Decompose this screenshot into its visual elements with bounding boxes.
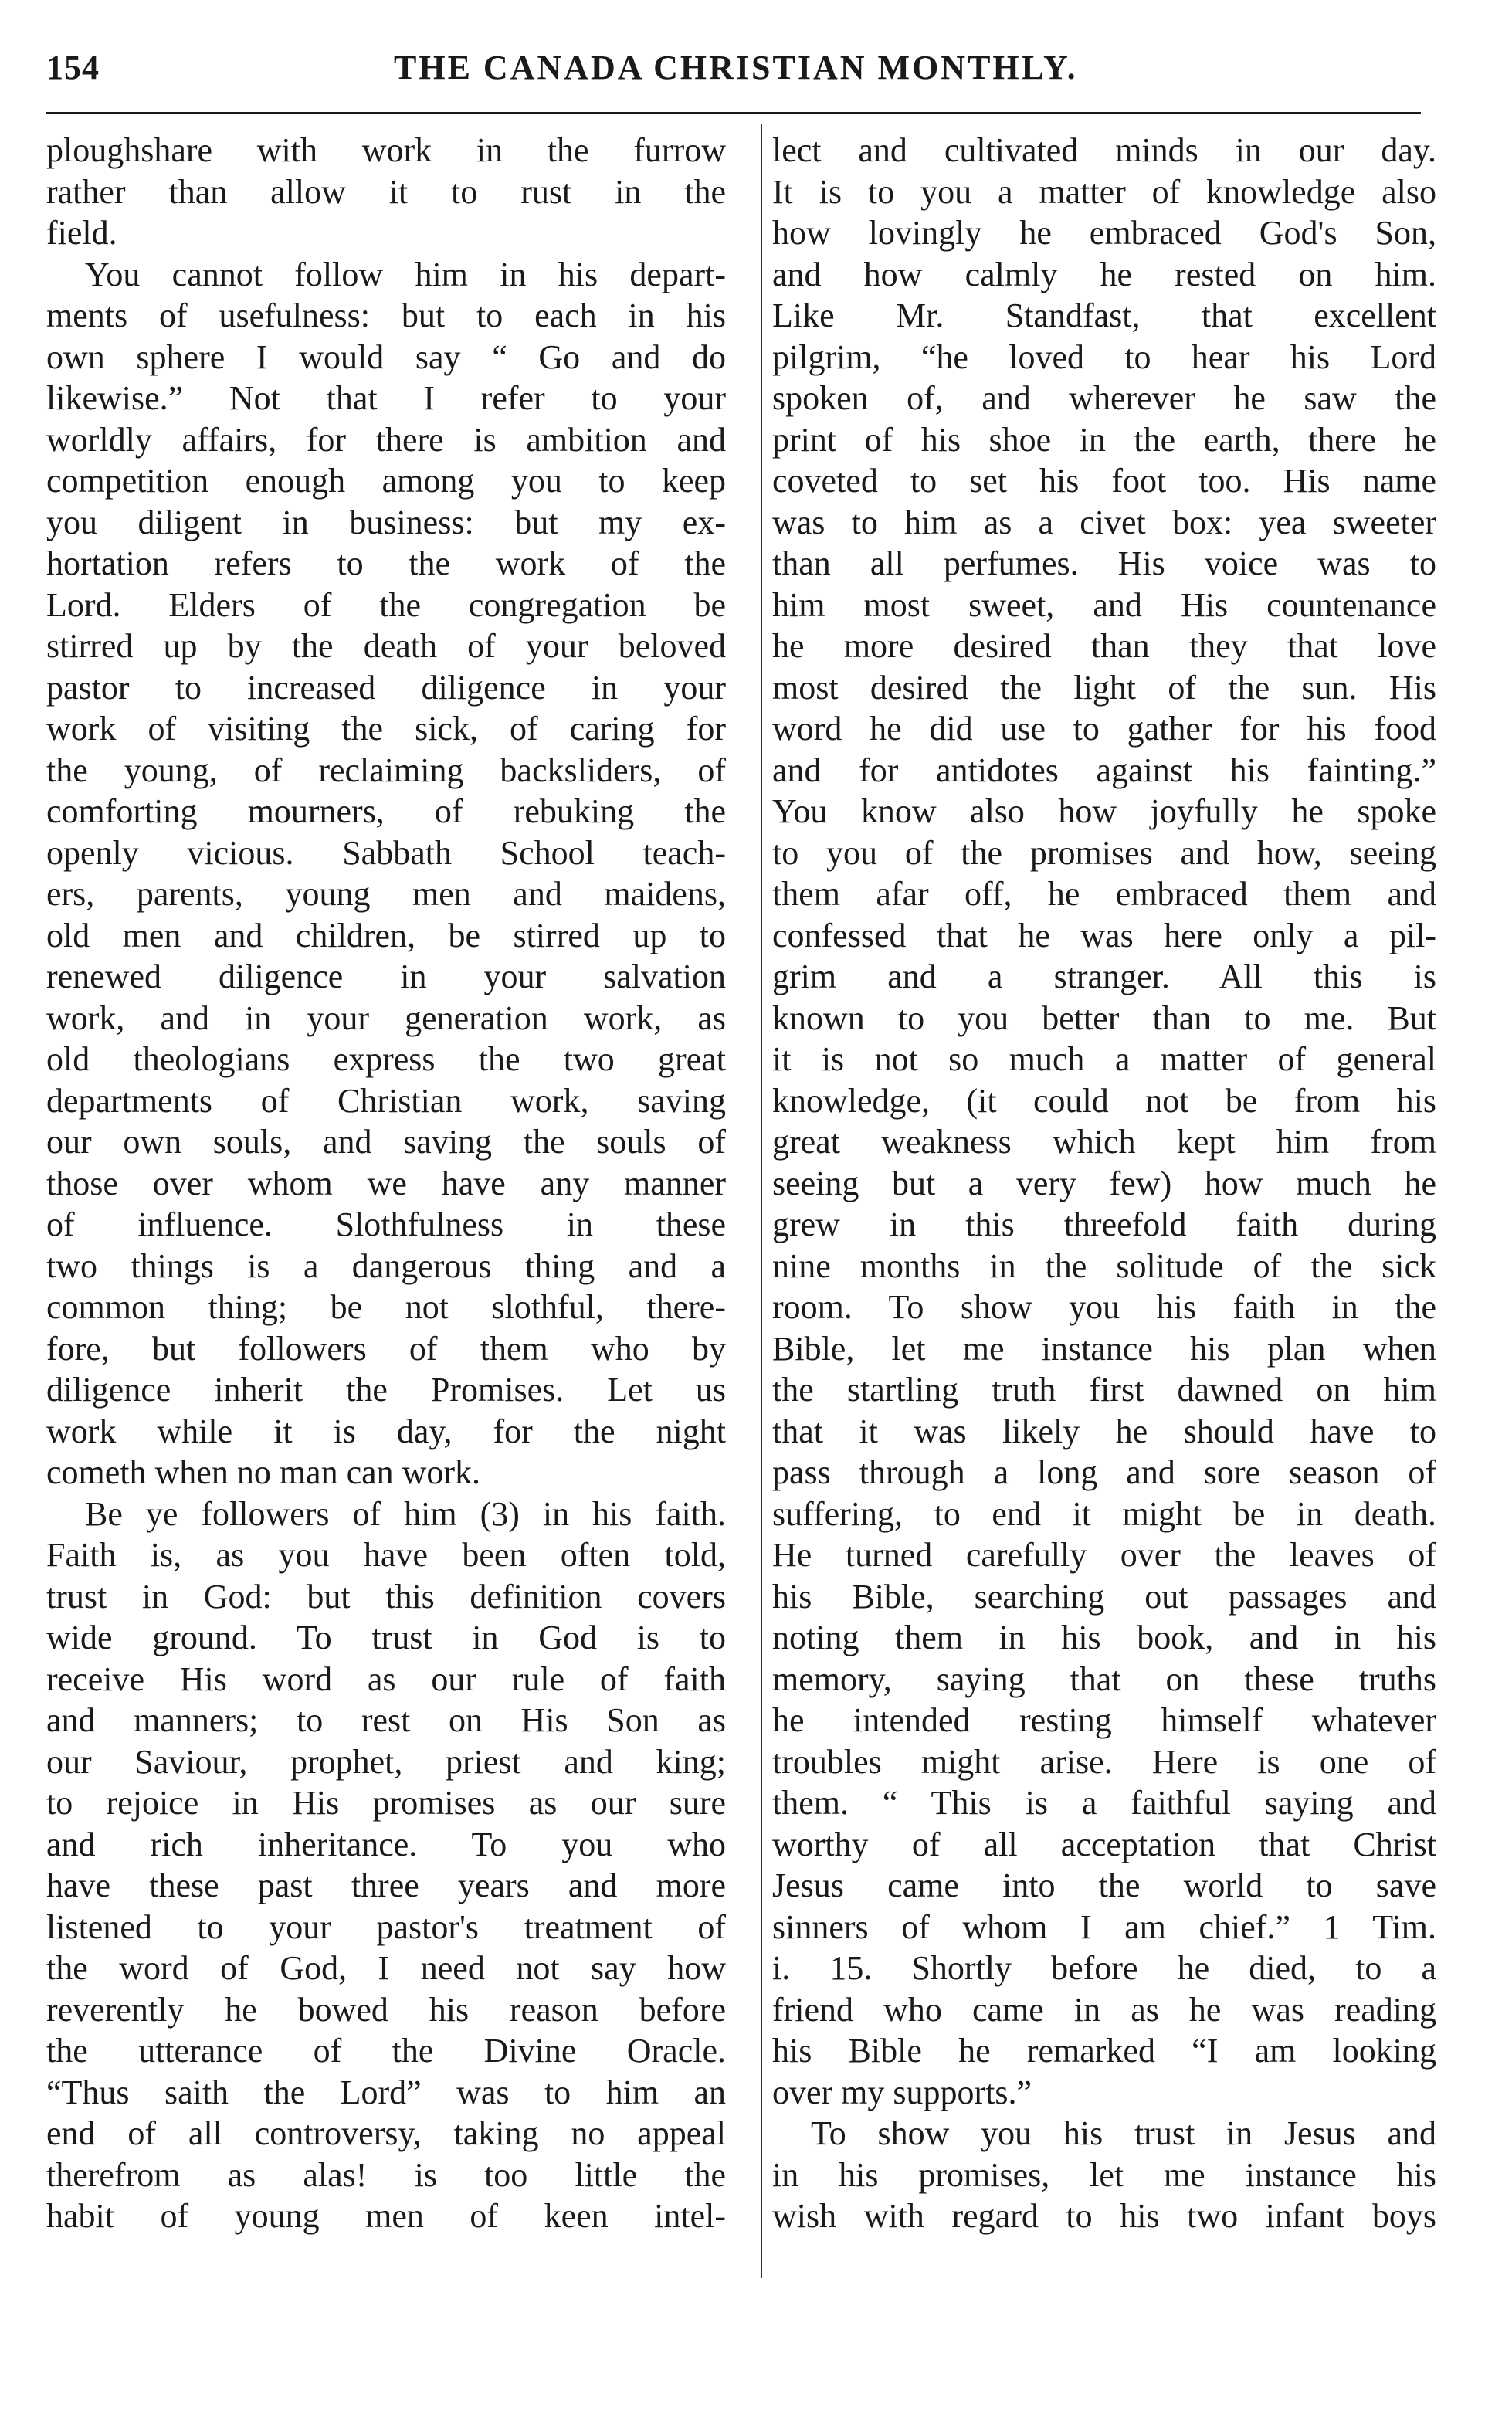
right-column-line: his Bible, searching out passages and [772,1577,1436,1616]
right-column-line: grew in this threefold faith during [772,1205,1436,1243]
right-column-line: most desired the light of the sun. His [772,668,1436,707]
right-column-line: and how calmly he rested on him. [772,255,1436,293]
right-column-line: Jesus came into the world to save [772,1866,1436,1904]
right-column-line: it is not so much a matter of general [772,1040,1436,1078]
right-column-line: worthy of all acceptation that Christ [772,1825,1436,1863]
left-column-line: pastor to increased diligence in your [46,668,726,707]
left-column [46,130,726,2237]
right-column-line: seeing but a very few) how much he [772,1164,1436,1202]
right-column-line: suffering, to end it might be in death. [772,1494,1436,1533]
left-column-line: hortation refers to the work of the [46,544,726,582]
left-column-line: work while it is day, for the night [46,1412,726,1450]
page-header [46,48,1475,110]
left-column-line: competition enough among you to keep [46,462,726,500]
right-column-line: confessed that he was here only a pil- [772,916,1436,954]
left-column-line: trust in God: but this definition covers [46,1577,726,1616]
right-column-line: in his promises, let me instance his [772,2155,1436,2194]
left-column-line: work of visiting the sick, of caring for [46,710,726,748]
right-column-line: was to him as a civet box: yea sweeter [772,503,1436,541]
right-column-line: the startling truth first dawned on him [772,1371,1436,1409]
left-column-line: receive His word as our rule of faith [46,1660,726,1698]
left-column-line: reverently he bowed his reason before [46,1990,726,2029]
right-column-line: to you of the promises and how, seeing [772,833,1436,872]
left-column-line: departments of Christian work, saving [46,1081,726,1120]
page-number: 154 [46,49,100,86]
right-column-line: You know also how joyfully he spoke [772,792,1436,830]
right-column-line: how lovingly he embraced God's Son, [772,214,1436,252]
left-column-line: fore, but followers of them who by [46,1329,726,1368]
right-column-line: wish with regard to his two infant boys [772,2197,1436,2235]
left-column-line: listened to your pastor's treatment of [46,1907,726,1946]
right-column-line: pilgrim, “he loved to hear his Lord [772,337,1436,376]
left-column-line: worldly affairs, for there is ambition and [46,420,726,459]
left-column-line: likewise.” Not that I refer to your [46,379,726,417]
running-title: THE CANADA CHRISTIAN MONTHLY. [394,49,1078,86]
left-column-line: of influence. Slothfulness in these [46,1205,726,1243]
right-column-line: grim and a stranger. All this is [772,958,1436,995]
left-column-line: ments of usefulness: but to each in his [46,297,726,334]
right-column-line: lect and cultivated minds in our day. [772,131,1436,169]
left-column-line: those over whom we have any manner [46,1164,726,1202]
left-column-line: You cannot follow him in his depart- [85,255,726,293]
right-column-line: It is to you a matter of knowledge also [772,172,1436,211]
left-column-line: the utterance of the Divine Oracle. [46,2032,726,2070]
right-column-line: coveted to set his foot too. His name [772,462,1436,500]
left-column-line: and manners; to rest on His Son as [46,1701,726,1739]
right-column-line: knowledge, (it could not be from his [772,1081,1436,1120]
left-column-line: “Thus saith the Lord” was to him an [46,2073,726,2111]
right-column-line: room. To show you his faith in the [772,1288,1436,1326]
left-column-line: cometh when no man can work. [46,1453,481,1491]
column-divider [761,124,762,2278]
left-column-line: Faith is, as you have been often told, [46,1536,726,1574]
left-column-line: the word of God, I need not say how [46,1949,726,1987]
right-column-line: than all perfumes. His voice was to [772,544,1436,582]
left-column-line: end of all controversy, taking no appeal [46,2114,726,2152]
left-column-line: and rich inheritance. To you who [46,1825,726,1863]
left-column-line: old theologians express the two great [46,1040,726,1078]
right-column-line: i. 15. Shortly before he died, to a [772,1949,1436,1987]
left-column-line: Be ye followers of him (3) in his faith. [85,1494,726,1533]
left-column-line: renewed diligence in your salvation [46,958,726,995]
left-column-line: the young, of reclaiming backsliders, of [46,751,726,789]
left-column-line: ers, parents, young men and maidens, [46,875,726,913]
left-column-line: Lord. Elders of the congregation be [46,585,726,624]
right-column-line: Like Mr. Standfast, that excellent [772,297,1436,334]
right-column-line: he more desired than they that love [772,627,1436,665]
right-column-line: Bible, let me instance his plan when [772,1329,1436,1368]
right-column-line: spoken of, and wherever he saw the [772,379,1436,417]
left-column-line: field. [46,214,117,252]
left-column-line: have these past three years and more [46,1866,726,1904]
left-column-line: our Saviour, prophet, priest and king; [46,1742,726,1781]
right-column-line: word he did use to gather for his food [772,710,1436,748]
left-column-line: therefrom as alas! is too little the [46,2155,726,2194]
left-column-line: wide ground. To trust in God is to [46,1619,726,1656]
right-column-line: sinners of whom I am chief.” 1 Tim. [772,1907,1436,1946]
left-column-line: work, and in your generation work, as [46,998,726,1037]
left-column-line: stirred up by the death of your beloved [46,627,726,665]
left-column-line: you diligent in business: but my ex- [46,503,726,541]
right-column-line: them afar off, he embraced them and [772,875,1436,913]
header-rule [46,112,1421,114]
right-column-line: To show you his trust in Jesus and [811,2114,1436,2152]
right-column-line: nine months in the solitude of the sick [772,1246,1436,1285]
right-column-line: over my supports.” [772,2073,1032,2111]
right-column [772,130,1436,2237]
right-column-line: memory, saying that on these truths [772,1660,1436,1698]
left-column-line: common thing; be not slothful, there- [46,1288,726,1326]
left-column-line: own sphere I would say “ Go and do [46,337,726,376]
left-column-line: to rejoice in His promises as our sure [46,1784,726,1822]
left-column-line: openly vicious. Sabbath School teach- [46,833,726,872]
left-column-line: comforting mourners, of rebuking the [46,792,726,830]
right-column-line: him most sweet, and His countenance [772,585,1436,624]
right-column-line: pass through a long and sore season of [772,1453,1436,1491]
right-column-line: known to you better than to me. But [772,998,1436,1037]
left-column-line: habit of young men of keen intel- [46,2197,726,2235]
right-column-line: he intended resting himself whatever [772,1701,1436,1739]
right-column-line: troubles might arise. Here is one of [772,1742,1436,1781]
right-column-line: great weakness which kept him from [772,1123,1436,1161]
right-column-line: his Bible he remarked “I am looking [772,2032,1436,2070]
left-column-line: ploughshare with work in the furrow [46,131,726,169]
left-column-line: old men and children, be stirred up to [46,916,726,954]
right-column-line: He turned carefully over the leaves of [772,1536,1436,1574]
right-column-line: noting them in his book, and in his [772,1619,1436,1656]
left-column-line: our own souls, and saving the souls of [46,1123,726,1161]
left-column-line: diligence inherit the Promises. Let us [46,1371,726,1409]
left-column-line: rather than allow it to rust in the [46,172,726,211]
right-column-line: that it was likely he should have to [772,1412,1436,1450]
right-column-line: print of his shoe in the earth, there he [772,420,1436,459]
left-column-line: two things is a dangerous thing and a [46,1246,726,1285]
right-column-line: them. “ This is a faithful saying and [772,1784,1436,1822]
right-column-line: and for antidotes against his fainting.” [772,751,1436,789]
right-column-line: friend who came in as he was reading [772,1990,1436,2029]
